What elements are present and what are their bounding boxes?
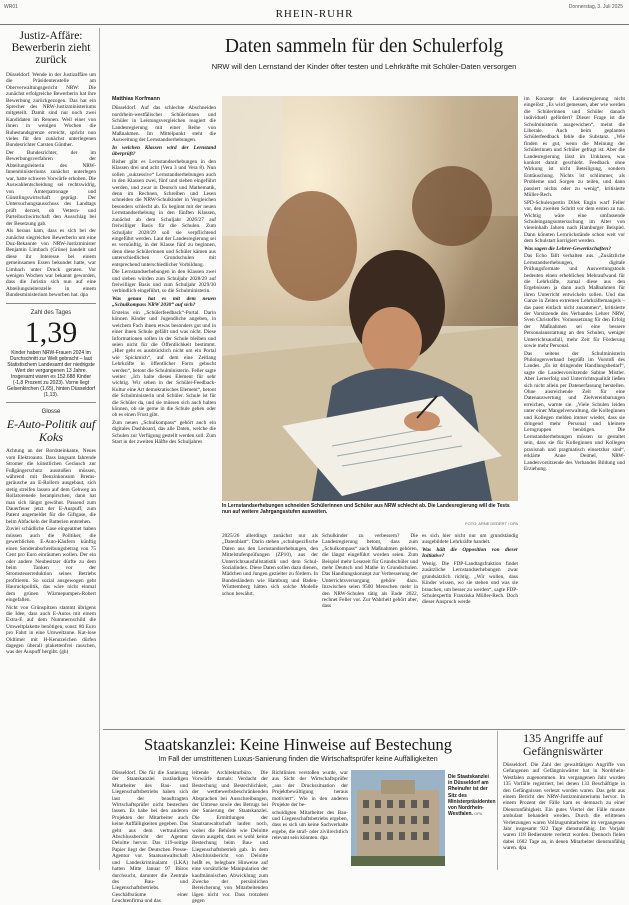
staatskanzlei-col-1 <box>112 770 188 905</box>
justiz-headline: Justiz-Affäre: Bewerberin zieht zurück <box>11 30 91 66</box>
edition-code: WR01 <box>4 4 18 10</box>
main-paragraph: es sich hier nicht nur um grundständig ausgebildete Lehrkräfte handelt. <box>422 533 518 546</box>
main-paragraph: Die Lernstandserhebungen in den Klassen zwei und sieben würden zum Schuljahr 2028/29 auf freiwilliger Basis und zum Schuljahr 2029/30 verbindlich eingeführt, so die Schulministerin. <box>112 269 216 295</box>
main-paragraph: Das seitens der Schulministerin Philologenverband begrüßt im Vorstoß des Landes. „Es ist dringender Handlungsbedarf“, sagte die Landesvorsitzende Sabine Mistler. Aber Lernerfolg und Unterrichtsqualität ließen sich nicht allein per Datenerfassung herstellen. Ohne ausreichende Zeit für eine Datenauswertung und Zielvereinbarungen erreichen, warnte sie. „Viele Schulen leiden unter einer Mangelverwaltung, die Kolleginnen und Kollegen melden immer wieder, dass sie dringend mehr Personal und kleinere Lerngruppen benötigen. Die Lernstandserhebungen müssen so gestaltet sein, dass sie für Kolleginnen und Kollegen praxisnah und pragmatisch einsetzbar sind“, erklärte Anne Deimel, NRW-Landesvorsitzende des Verbandes Bildung und Erziehung. <box>524 350 625 472</box>
main-deck: NRW will den Lernstand der Kinder öfter testen und Lehrkräfte mit Schüler-Daten versorgen <box>211 62 517 71</box>
staatskanzlei-caption-text: Die Staatskanzlei in Düsseldorf am Rheinufer ist der Sitz des Ministerpräsidenten von Nordrhein-Westfalen. <box>448 774 496 818</box>
column-rule <box>497 731 498 870</box>
main-paragraph: im Konzept der Landesregierung nicht eingelöst: „Es wird gemessen, aber wie werden die Schülerinnen und Schüler danach individuell gefördert? Dieser Frage ist die Schulministerin ausgewichen“, meint die Liberale. Auch beim geplanten Schülerfeedback fehle die Substanz. „Wie finden es gut, wenn die Meinung der Schülerinnen und Schüler gefragt ist. Aber die Landesregierung lässt im Unklaren, was konkret damit geschieht. Feedback ohne Wirkung ist nicht Beteiligung, sondern Enttäuschung. Nichts ist schlimmer, als Probleme und Sorgen zu teilen, und dann passiert nichts oder zu wenig“, kritisierte Müller-Rech. <box>524 96 625 199</box>
glosse-label: Glosse <box>41 409 61 415</box>
students-photo <box>222 96 518 501</box>
main-subheading: In welchen Klassen wird der Lernstand überprüft? <box>112 145 216 158</box>
angriffe-paragraph: Düsseldorf. Die Zahl der gewalttätigen Angriffe von Gefangenen auf Gefängniswärter hat in Nordrhein-Westfalen zugenommen. Im vergangenen Jahr wurden 135 Vorfälle registriert, bei denen 133 Beschäftigte in den Gefängnissen verletzt worden waren. Das geht aus einem Bericht des NRW-Justizministeriums hervor. In einem Prozent der Fälle kam es demnach zu einer Dienstunfähigkeit. Ein gutes Viertel der Fälle musste ambulant behandelt werden. Durch die erlittenen Verletzungen waren Vollzugsmitarbeiter im vergangenen Jahr insgesamt 922 Tage dienstunfähig. Im Vorjahr waren 118 Bedienstete verletzt worden. Dennoch fielen dabei 1682 Tage an, in denen Mitarbeiter dienstunfähig waren. dpa <box>503 762 625 852</box>
staatskanzlei-deck: Im Fall der umstrittenen Luxus-Sanierung finden die Wirtschaftsprüfer keine Auffälligkeiten <box>158 756 438 763</box>
glosse-paragraph: Achtung an der Bordsteinkante, Neues vom Elektroauto. Dass langsam fahrende Stromer die künstlichen Geräusch zur Fußgängerschutz ausstoßen müssen, während mit Benzinkonsum Bremsgeräusche an E-Rollern ausgebaut, sich stetig streifen lassen auf dem Gehweg an Rollatorenede heranpirschen, dann hat man sich längst gewöhnt. Passend zum Dauerfeuer jetzt der E-Auspuff, zum Patent angemeldet für die Giftgase, die beim Abfackeln der Batterien entstehen. <box>6 448 96 525</box>
column-rule <box>99 28 100 870</box>
main-paragraph: SPD-Schulexpertin Dilek Engin warf Feller vor, den zweiten Schritt vor dem ersten zu tun. Wichtig wäre eine umfassende Schuleingangsuntersuchung im Alter von viereinhalb Jahren nach Hamburger Beispiel. Dann könnten Lernrückstände schon weit vor dem Schulstart korrigiert werden. <box>524 199 625 245</box>
main-paragraph: Schulkinder zu verbessern? Die Landesregierung betont, dass zum „Schulkompass“ auch Maßnahmen gehören, die längst eingeführt worden seien. Zum Beispiel mehr Lesezeit für Grundschüler und mehr Deutsch und Mathe in Grundschulen. Das Handlungskonzept zur Verbesserung der Unterrichtsversorgung gehöre dazu. Inzwischen seien 9500 Menschen mehr in den NRW-Schulen tätig als Ende 2022, rechnet Feller vor. Zur Wahrheit gehört aber, dass <box>322 533 418 610</box>
left-column <box>6 30 96 870</box>
students-writing-image <box>222 96 518 501</box>
zahl-des-tages-label: Zahl des Tages <box>30 309 72 316</box>
building-image <box>351 770 445 866</box>
author-byline: Matthias Korfmann <box>112 96 160 102</box>
divider <box>6 402 96 403</box>
main-subheading: Was sagen die Lehrer-Gewerkschaften? <box>524 245 611 252</box>
staatskanzlei-photo <box>351 770 445 866</box>
staatskanzlei-paragraph: leitende Architekturbüro. Die Vorwürfe damals: Verdacht der Bestechung und Bestechlichkeit, der wettbewerbsbeschränkenden Absprachen bei Ausschreibungen, der Untreue sowie des Betrugs bei der Sanierung der Staatskanzlei. Die Ermittlungen der Staatsanwaltschaft laufen noch, wobei die Behörde wie Deloitte davon ausgeht, dass es wohl keine Bestechung beim Bau- und Liegenschaftsbetrieb gab. In dem Abschlussbericht von Deloitte heißt es, belegbare Hinweise auf eine vorsätzliche Manipulation der kaufmännischen Abwicklung zum Zwecke der persönlichen Bereicherung von Mitarbeitenden lägen nicht vor. Dass trotzdem gegen <box>192 770 268 905</box>
zahl-des-tages-value: 1,39 <box>24 316 78 349</box>
justiz-paragraph: Der Bundesrichter, der im Bewerbungsverfahren der Abteilungsleiterin des NRW-Innenministeriums zunächst unterlegen war, hatte schwere Vorwürfe erhoben. Die Auswahlentscheidung sei rechtswidrig, von Ämterpatronage und Günstlingswirtschaft geprägt. Der Untersuchungsausschuss des Landtags prüft derzeit, ob Vettern- und Parteibuchwirtschaft den Ausschlag bei der Besetzung gab. <box>6 150 96 227</box>
main-bottom-col-2 <box>322 533 418 727</box>
main-paragraph: Ersteins ein „Schülerfeedback“-Portal. Darin können Kinder und Jugendliche angeben, in welchem Fach ihnen etwas besonders gut und in einer ihnen Schule gefällt und was nicht. Diese Informationen sollen in der Schule bleiben und seien nicht für die Öffentlichkeit bestimmt. „Hier geht es ausdrücklich nicht um ein Portal wie Spickmich“, auf dem eine Zeitlang Lehrkräfte in öffentlicher Form gebucht werden“, betont die Schulministerin. Feller sagte weiter: „Ich halte dieses Element für sehr wichtig. Wir sehen in der Schüler-Feedback-Kultur eine Art demokratisches Element“, betont die Schulministerin und Schüler. Schule ist für die Schüler da, und sie müssen sich auch halten können, ob sie gerne in die Schule gehen oder ob es einen Frust gibt. <box>112 309 216 419</box>
divider <box>6 303 96 304</box>
staatskanzlei-paragraph: schuldigten Mitarbeiter des Bau- und Liegenschaftsbetriebs ergeben, dass es sich um keine Sachverhalte ergebe, die straf- oder zivilrechtlich relevant sein könnten. dpa <box>272 809 348 842</box>
photo-caption: In Lernstandserhebungen schneiden Schülerinnen und Schüler aus NRW schlecht ab. Die Landesregierung will die Tests nun auf weitere Jahrgangsstufen ausweiten. <box>222 503 510 515</box>
staatskanzlei-col-3 <box>272 770 348 870</box>
angriffe-body <box>503 762 625 870</box>
page-header <box>0 0 629 25</box>
main-column-right <box>524 96 625 726</box>
main-paragraph: Das Echo fällt verhalten aus. „Zusätzliche Lernstandserhebungen, digitale Prüfungsformate und Auswertungstools bedeuten einen erheblichen Mehraufwand für die Lehrkräfte, zumal diese aus den Ergebnissen ja dann auch Maßnahmen für ihren Unterricht entwickeln sollen. Und das Ganze in Zeiten extremen Lehrkräftemangels – das passt einfach nicht zusammen“, kritisierte der Vorsitzende des Verbandes Lehrer NRW, Sven Christoffer. Voraussetzung für den Erfolg der Maßnahmen sei eine bessere Personalausstattung an den Schulen, weniger Unterrichtsausfall, mehr Zeit für Förderung sowie mehr Personal. <box>524 253 625 349</box>
staatskanzlei-photo-credit: DPA <box>474 811 483 817</box>
main-bottom-col-1 <box>222 533 318 727</box>
issue-date: Donnerstag, 3. Juli 2025 <box>568 4 623 10</box>
main-bottom-col-3 <box>422 533 518 727</box>
glosse-paragraph: Nicht von Grünspitzen stammt übrigens die Idee, dass auch E-Autos mit einem Extra-E auf dem Nummernschild die Umweltplakette benötigen, sonst: 80 Euro pro Fahrt in eine Umweltzone. Kat-lose Oldtimer mit H-Kennzeichen dürfen dagegen überall plakettenfrei rauschen, was der Auspuff hergibt. (gh) <box>6 604 96 656</box>
section-title: RHEIN-RUHR <box>275 8 354 20</box>
staatskanzlei-paragraph: Richtlinien verstoßen wurde, war aus Sicht der Wirtschaftsprüfer „aus der Druckssituation der Projektbewältigung heraus motiviert“. Wie in den anderen Projekte der be- <box>272 770 348 809</box>
main-paragraph: Bisher gibt es Lernstandserhebungen in den Klassen drei und acht (Vera 3 und Vera 8). Nun sollen „sukzessive“ Lernstandserhebungen auch in den Klassen zwei, fünf und sieben eingeführt werden, und zwar in Deutsch und Mathematik, denn im Rechnen, Schreiben und Lesen schneiden die NRW-Schulkinder in Vergleichen besonders schlecht ab. Es beginnt mit der neuen Lernstandserhebung in den fünften Klassen, zunächst ab dem Schuljahr 2026/27 auf freiwilliger Basis für die Schulen. Zum Schuljahr 2028/29 soll sie verpflichtend eingeführt werden. Laut der Landesregierung sei es vernünftig, in der Klasse fünf zu beginnen, denn diese Schülerinnen und Schüler kämen aus unterschiedlichen Grundschulen mit entsprechend unterschiedlicher Vorbildung. <box>112 159 216 268</box>
main-paragraph: Zum neuen „Schulkompass“ gehört auch ein digitales Dashboard, das alle Daten, welche die Schulen zur Verfügung gestellt werden soll. Zum Start in der zweiten Hälfte des Schuljahres <box>112 420 216 446</box>
staatskanzlei-col-2 <box>192 770 268 905</box>
staatskanzlei-paragraph: Düsseldorf. Die für die Sanierung der Staatskanzlei zuständigen Mitarbeiter des Bau- und Liegenschaftsbetriebs haben sich laut der beauftragten Wirtschaftsprüfer nicht bestechen lassen. Es habe bei den anderen Projekten der Mitarbeiter auch keine Auffälligkeiten gegeben. Das geht aus dem vertraulichen Abschlussbericht der Agentur Deloitte hervor. Das 119-seitige Papier liegt der Deutschen Presse-Agentur vor. Staatsanwaltschaft und Landeskriminalamt (LKA) hatten Mitte Januar 97 Büros durchsucht, darunter die Zentrale des Bau- und Liegenschaftsbetriebs. Geschäftsräume einer Leuchtenfirma und das <box>112 770 188 905</box>
glosse-title: E-Auto-Politik auf Koks <box>6 417 96 445</box>
main-headline: Daten sammeln für den Schulerfolg <box>224 36 504 57</box>
main-subheading: Was genau hat es mit dem neuen „Schulkompass NRW 2030“ auf sich? <box>112 295 216 309</box>
justiz-paragraph: Düsseldorf. Wende in der Justizaffäre um die Präsidentenstelle am Oberverwaltungsgericht NRW: Die zunächst erfolgreiche Bewerberin hat ihre Bewerbung zurückgezogen. Das hat ein Sprecher des NRW-Justizministeriums mitgeteilt. Damit sind nur noch zwei Kandidaten im Rennen. Weil einer von ihnen in wenigen Wochen die Ruhestandsgrenze erreicht, spricht nun vieles für den zunächst unterlegenen Bundesrichter Carsten Günther. <box>6 72 96 149</box>
main-paragraph: Wenig. Die FDP-Landtagsfraktion findet zusätzliche Lernstandserhebungen zwar grundsätzlich richtig. „Wir wollen, dass Kinder wissen, wo sie stehen und was sie brauchen, um besser zu werden“, sagte FDP-Schulexpertin Franziska Müller-Rech. Doch dieser Anspruch werde <box>422 561 518 606</box>
section-divider <box>103 729 625 730</box>
main-column-1 <box>112 96 216 524</box>
zahl-des-tages-text: Kinder haben NRW-Frauen 2024 im Durchschnitt zur Welt gebracht – laut Statistischem Landesamt der niedrigste Wert der vergangenen 13 Jahre. Insgesamt waren es 152.688 Kinder (-1,8 Prozent zu 2023). Vorne liegt Gelsenkirchen (1,65), hinten Düsseldorf (1,13). <box>6 350 96 398</box>
main-paragraph: Düsseldorf. Auf das schlechte Abschneiden nordrhein-westfälischer Schülerinnen und Schüler in Leistungsvergleichen reagiert die Landesregierung mit einer Reihe von Maßnahmen. Im Mittelpunkt steht die Ausweitung der Lernstandserhebungen. <box>112 105 216 144</box>
angriffe-headline: 135 Angriffe auf Gefängniswärter <box>523 731 603 758</box>
glosse-paragraph: Zuviel schädliche Gase eingeatmet haben müssen auch die Politiker, die gewerblichen E-Auto-Käufern künftig einen Sonderabschreibungsbetrag von 75 Cent pro Euro einräumen wollen. Der ein oder andere Neubesitzer dürfte zu dem beim Tanken vor der Stromsteuerreduktion seines Betriebs profitieren. So sozial ausgewogen geht Hauruckpolitik, das wäre nicht einmal dem grünen Wärmepumpen-Robert eingefallen. <box>6 526 96 603</box>
main-subheading: Was hält die Opposition von dieser Initiative? <box>422 547 518 560</box>
staatskanzlei-caption <box>448 774 496 818</box>
justiz-paragraph: Als heraus kam, dass es sich bei der zunächst siegreichen Bewerberin um eine Duz-Bekannte von NRW-Justizminister Benjamin Limbach (Grüne) handelt und diese ihr Interesse bei einem gemeinsamen Essen bekundet hatte, war Limbach unter Druck geraten. Vor wenigen Wochen war bekannt geworden, dass die Juristin sich nun auf eine Abteilungsleiterstelle in einem Bundesministerium beworben hat. dpa <box>6 228 96 299</box>
photo-credit: FOTO: ARNE DEDERT / DPA <box>465 521 518 526</box>
staatskanzlei-headline: Staatskanzlei: Keine Hinweise auf Bestechung <box>144 735 452 754</box>
main-paragraph: 2025/26 allerdings zunächst nur als „Datenblatt“. Darin stehen „schulspezifische Daten aus den Lernstandserhebungen, den Mittelstufenprüfungen (ZP10), aus der Unterrichtsausfallstatistik und dem Schul-Sozialindex. Diese Daten sollen dazu dienen, Mädchen und Jungen gezielter zu fördern. In Bundesländern wie Hamburg und Baden-Württemberg hätten sich solche Modelle schon bewährt. <box>222 533 318 597</box>
